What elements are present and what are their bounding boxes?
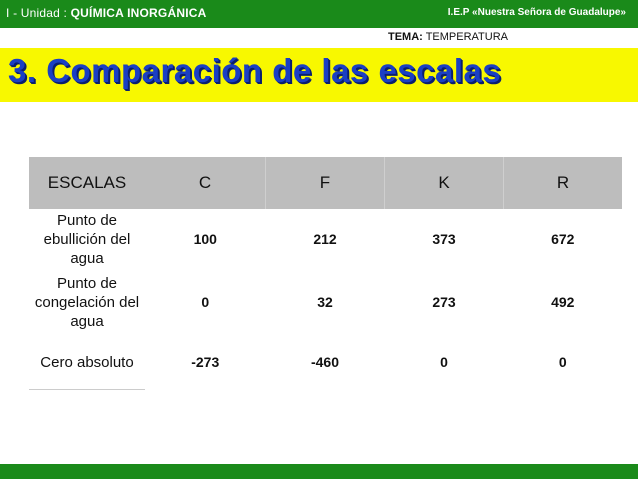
topic-name: TEMPERATURA — [425, 31, 508, 43]
unit-label — [6, 6, 206, 20]
table-row — [29, 269, 622, 335]
table-header-row — [29, 157, 622, 209]
cell-value: 492 — [551, 294, 575, 310]
cell-value: 212 — [313, 231, 337, 247]
row-label: Cero absoluto — [29, 335, 145, 390]
school-name: I.E.P «Nuestra Señora de Guadalupe» — [447, 7, 626, 18]
cell-value: 672 — [551, 231, 575, 247]
cell-value: 273 — [432, 294, 456, 310]
cell-value: -273 — [191, 354, 220, 371]
header-r: R — [504, 157, 623, 209]
cell-value: -460 — [310, 354, 340, 371]
table-row — [29, 209, 622, 269]
table-row — [29, 335, 622, 390]
header-escalas: ESCALAS — [29, 157, 145, 209]
unit-name: QUÍMICA INORGÁNICA — [70, 6, 207, 20]
row-label: Punto de congelación del agua — [29, 269, 145, 335]
topic-label — [388, 31, 508, 43]
cell-value: 32 — [317, 294, 333, 310]
cell-value: 100 — [193, 231, 217, 247]
row-label: Punto de ebullición del agua — [29, 209, 145, 269]
unit-prefix: I - Unidad : — [6, 6, 68, 20]
header-f: F — [266, 157, 385, 209]
header-c: C — [145, 157, 266, 209]
cell-value: 0 — [440, 354, 448, 371]
cell-value: 373 — [432, 231, 456, 247]
bottom-bar — [0, 464, 638, 479]
scales-table — [29, 157, 622, 390]
cell-value: 0 — [558, 354, 567, 371]
cell-value: 0 — [201, 294, 210, 310]
topic-prefix: TEMA: — [388, 31, 423, 43]
slide-title: 3. Comparación de las escalas — [8, 52, 502, 89]
header-k: K — [385, 157, 504, 209]
